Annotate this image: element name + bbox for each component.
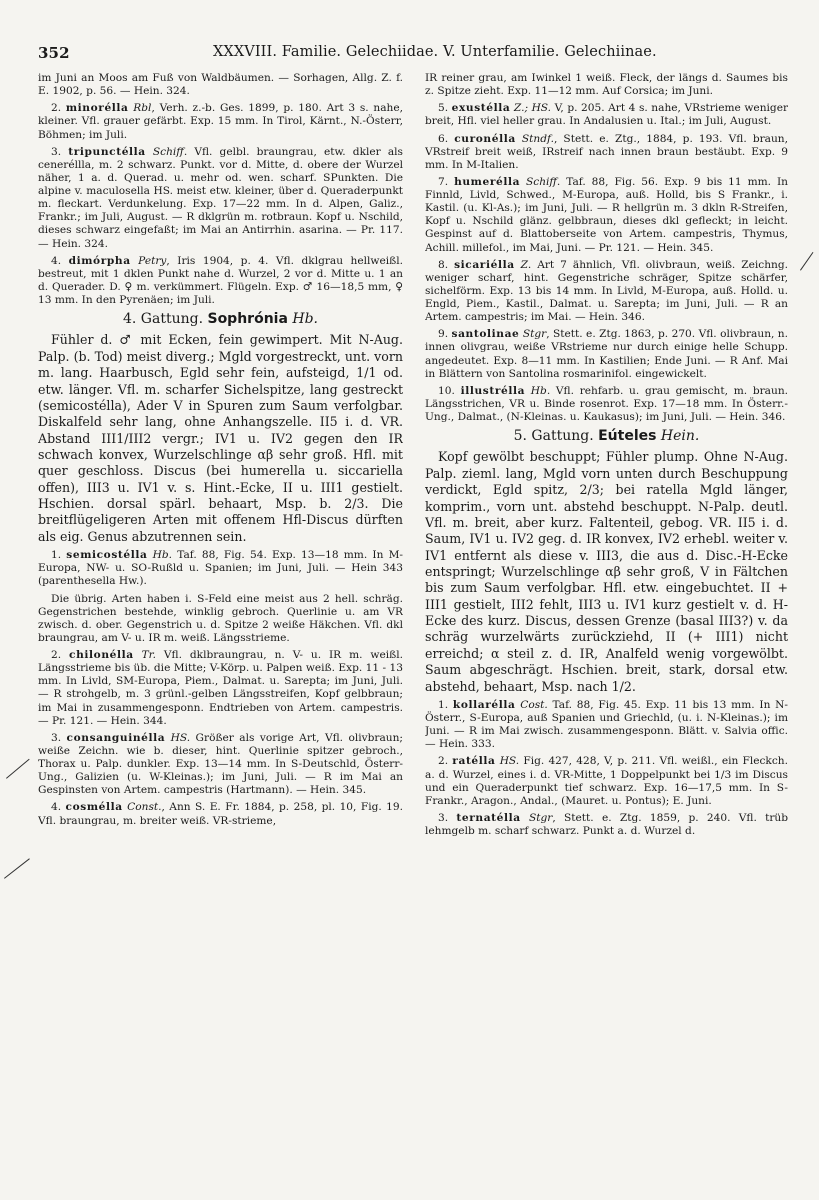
species-author: Const. xyxy=(127,801,162,814)
species-author: Tr. xyxy=(141,649,156,662)
species-text: Fig. 427, 428, V, p. 211. Vfl. weißl., ein Fleckch. a. d. Wurzel, eines i. d. VR-Mitte, 1 Doppelpunkt bei 1/3 im Discus und ein Queraderpunkt tief schwarz. Exp. 16—17,5 mm. In S-Frankr., Aragon., Andal., (Mauret. u. Pontus); E. Juni. xyxy=(425,755,788,807)
species-text: , Iris 1904, p. 4. Vfl. dklgrau hellweißl. bestreut, mit 1 dklen Punkt nahe d. Wurzel, 2 vor d. Mitte u. 1 an d. Querader. D. ♀ m. verkümmert. Flügeln. Exp. ♂ 16—18,5 mm, ♀ 13 mm. In den Pyrenäen; im Juli. xyxy=(38,254,403,306)
species-name: ternatélla xyxy=(456,811,521,824)
species-author: HS. xyxy=(170,731,191,744)
right-column xyxy=(425,72,788,1198)
species-number: 3. xyxy=(51,731,62,744)
species-number: 9. xyxy=(438,328,449,341)
paragraph: Die übrig. Arten haben i. S-Feld eine meist aus 2 hell. schräg. Gegenstrichen bestehde, winklig gebroch. Querlinie u. am VR zwisch. d. ober. Gegenstrich u. d. Spitze 2 weiße Häkchen. Vfl. dkl braungrau, am V- u. IR m. weiß. Längsstrieme. xyxy=(38,592,403,644)
page-number: 352 xyxy=(38,44,70,62)
species-text: , Ann S. E. Fr. 1884, p. 258, pl. 10, Fig. 19. Vfl. braungrau, m. breiter weiß. VR-strieme, xyxy=(38,801,403,827)
genus-name: Eúteles xyxy=(598,428,657,445)
species-number: 2. xyxy=(51,102,62,115)
species-name: humerélla xyxy=(454,175,521,188)
species-author: Z. xyxy=(520,258,532,271)
pencil-mark xyxy=(6,759,30,779)
genus-description: Kopf gewölbt beschuppt; Fühler plump. Ohne N-Aug. Palp. zieml. lang, Mgld vorn unten durch Beschuppung verdickt, Egld spitz, 2/3; bei ratella Mgld länger, komprim., vorn unt. abstehd beschuppt. N-Palp. deutl. Vfl. m. breit, aber kurz. Faltenteil, gebog. VR. II5 i. d. Saum, IV1 u. IV2 geg. d. IR konvex, IV2 erhebl. weiter v. IV1 entfernt als diese v. III3, die aus d. Disc.-H-Ecke entspringt; Wurzelschlinge αβ sehr groß, V in Fältchen bis zum Saum verfolgbar. Hfl. etw. eingebuchtet. II + III1 gestielt, III2 fehlt, III3 u. IV1 kurz gestielt v. d. H-Ecke des kurz. Discus, dessen Grenze (basal III3?) v. da schräg wurzelwärts zurückziehd, II (+ III1) nicht erreichd; α steil z. d. IR, Analfeld wenig vorgewölbt. Saum abgeschrägt. Hschien. breit, stark, dorsal etw. abstehd, behaart, Msp. nach 1/2. xyxy=(425,449,788,694)
species-name: dimórpha xyxy=(68,254,131,267)
genus-name: Sophrónia xyxy=(207,311,288,328)
species-number: 1. xyxy=(438,698,449,711)
genus-label: 5. Gattung. xyxy=(513,428,594,445)
species-name: consanguinélla xyxy=(66,731,166,744)
species-number: 2. xyxy=(438,755,449,768)
species-entry xyxy=(425,176,788,255)
species-name: santolinae xyxy=(451,328,520,341)
species-name: illustrélla xyxy=(460,384,526,397)
left-column xyxy=(38,72,403,1198)
running-title: XXXVIII. Familie. Gelechiidae. V. Unterfamilie. Gelechiinae. xyxy=(213,44,657,60)
species-number: 4. xyxy=(51,254,62,267)
genus-heading xyxy=(38,311,403,328)
species-number: 5. xyxy=(438,102,449,115)
species-text: , Stett. e. Ztg., 1884, p. 193. Vfl. braun, VRstreif breit weiß, IRstreif nach innen braun bestäubt. Exp. 9 mm. In M-Italien. xyxy=(425,132,788,171)
species-text: , Verh. z.-b. Ges. 1899, p. 180. Art 3 s. nahe, kleiner. Vfl. grauer gefärbt. Exp. 15 mm. In Tirol, Kärnt., N.-Österr, Böhmen; im Juli. xyxy=(38,102,403,141)
species-text: , Stett. e. Ztg. 1863, p. 270. Vfl. olivbraun, n. innen olivgrau, weiße VRstrieme nur durch einige helle Schupp. angedeutet. Exp. 8—11 mm. In Kastilien; Ende Juni. — R Anf. Mai in Blättern von Santolina rosmarinifol. eingewickelt. xyxy=(425,328,788,380)
species-text: Größer als vorige Art, Vfl. olivbraun; weiße Zeichn. wie b. dieser, hint. Querlinie spitzer gebroch., Thorax u. Palp. dunkler. Exp. 13—14 mm. In S-Deutschld, Österr-Ung., Galizien (u. W-Kleinas.); im Juni, Juli. — R im Mai an Gespinsten von Artem. campestris (Hartmann). — Hein. 345. xyxy=(38,731,403,797)
species-number: 3. xyxy=(51,145,62,158)
species-author: Hb. xyxy=(530,384,551,397)
species-author: Z.; HS. xyxy=(513,102,552,115)
species-entry xyxy=(425,328,788,381)
species-entry xyxy=(38,801,403,827)
species-name: minorélla xyxy=(65,102,129,115)
page-header xyxy=(38,44,798,68)
species-author: Cost. xyxy=(520,698,548,711)
paragraph: im Juni an Moos am Fuß von Waldbäumen. — Sorhagen, Allg. Z. f. E. 1902, p. 56. — Hein. 324. xyxy=(38,72,403,98)
species-number: 3. xyxy=(438,811,449,824)
species-name: chilonélla xyxy=(69,649,134,662)
species-name: kollarélla xyxy=(452,698,516,711)
species-author: HS. xyxy=(499,755,520,768)
species-name: curonélla xyxy=(454,132,516,145)
species-entry xyxy=(425,699,788,752)
species-entry xyxy=(425,755,788,808)
species-number: 10. xyxy=(438,384,455,397)
species-text: Taf. 88, Fig. 54. Exp. 13—18 mm. In M-Europa, NW- u. SO-Rußld u. Spanien; im Juni, Juli. — Hein 343 (parenthesella Hw.). xyxy=(38,549,403,588)
species-entry xyxy=(425,259,788,325)
species-entry xyxy=(38,732,403,798)
species-text: Vfl. rehfarb. u. grau gemischt, m. braun. Längsstrichen, VR u. Binde rosenrot. Exp. 17—18 mm. In Österr.-Ung., Dalmat., (N-Kleinas. u. Kaukasus); im Juni, Juli. — Hein. 346. xyxy=(425,384,788,423)
species-author: Rbl xyxy=(133,102,152,115)
species-author: Stndf. xyxy=(521,132,554,145)
species-name: exustélla xyxy=(451,102,511,115)
species-entry xyxy=(38,649,403,728)
species-entry xyxy=(425,133,788,172)
species-author: Stgr xyxy=(522,328,547,341)
pencil-mark xyxy=(4,858,30,879)
species-author: Schiff. xyxy=(526,175,561,188)
species-entry xyxy=(38,549,403,588)
species-name: sicariélla xyxy=(454,258,515,271)
species-text: Taf. 88, Fig. 56. Exp. 9 bis 11 mm. In Finnld, Livld, Schwed., M-Europa, auß. Holld, bis S Frankr., i. Kastil. (u. Kl-As.); im Juni, Juli. — R hellgrün m. 3 dkln R-Streifen, Kopf u. Nschild glänz. gelbbraun, dieses dkl gefleckt; in leicht. Gespinst auf d. Blattoberseite von Artem. campestris, Thymus, Achill. millefol., im Mai, Juni. — Pr. 121. — Hein. 345. xyxy=(425,175,788,254)
species-entry xyxy=(425,102,788,128)
species-name: cosmélla xyxy=(65,801,123,814)
species-author: Petry xyxy=(138,254,167,267)
genus-description: Fühler d. ♂ mit Ecken, fein gewimpert. Mit N-Aug. Palp. (b. Tod) meist diverg.; Mgld vorgestreckt, unt. vorn m. lang. Haarbusch, Egld sehr fein, aufsteigd, 1/1 od. etw. länger. Vfl. m. scharfer Sichelspitze, lang gestreckt (semicostélla), Ader V in Spuren zum Saum verfolgbar. Diskalfeld sehr lang, ohne Anhangszelle. II5 i. d. VR. Abstand III1/III2 vergr.; IV1 u. IV2 gegen den IR schwach konvex, Wurzelschlinge αβ sehr groß. Hfl. mit quer geschloss. Discus (bei humerella u. siccariella offen), III3 u. IV1 v. s. Hint.-Ecke, II u. III1 gestielt. Hschien. dorsal spärl. behaart, Msp. b. 2/3. Die breitflügeligeren Arten mit offenem Hfl-Discus dürften als eig. Genus abzutrennen sein. xyxy=(38,332,403,544)
species-text: Art 7 ähnlich, Vfl. olivbraun, weiß. Zeichng. weniger scharf, hint. Gegenstriche schräger, Spitze schärfer, sichelförm. Exp. 13 bis 14 mm. In Livld, M-Europa, auß. Holld. u. Engld, Piem., Kastil., Dalmat. u. Sarepta; im Juni, Juli. — R an Artem. campestris; im Mai. — Hein. 346. xyxy=(425,258,788,324)
species-name: ratélla xyxy=(452,755,496,768)
species-entry xyxy=(38,102,403,141)
species-text: V, p. 205. Art 4 s. nahe, VRstrieme weniger breit, Hfl. viel heller grau. In Andalusien u. Ital.; im Juli, August. xyxy=(425,102,788,128)
species-entry xyxy=(38,255,403,308)
genus-heading xyxy=(425,428,788,445)
species-name: semicostélla xyxy=(66,549,148,562)
genus-label: 4. Gattung. xyxy=(122,311,204,328)
species-entry xyxy=(425,385,788,424)
species-number: 4. xyxy=(51,801,62,814)
paragraph: IR reiner grau, am Iwinkel 1 weiß. Fleck, der längs d. Saumes bis z. Spitze zieht. Exp. 11—12 mm. Auf Corsica; im Juni. xyxy=(425,72,788,98)
pencil-mark xyxy=(800,252,814,271)
species-number: 7. xyxy=(438,175,449,188)
genus-author: Hein. xyxy=(660,428,700,445)
species-entry xyxy=(38,146,403,251)
species-number: 8. xyxy=(438,258,449,271)
species-number: 2. xyxy=(51,649,62,662)
species-text: Vfl. gelbl. braungrau, etw. dkler als ceneréllla, m. 2 schwarz. Punkt. vor d. Mitte, d. obere der Wurzel näher, 1 a. d. Querad. u. mehr od. wen. scharf. SPunkten. Die alpine v. maculosella HS. meist etw. kleiner, über d. Queraderpunkt m. fleckart. Verdunkelung. Exp. 17—22 mm. In d. Alpen, Galiz., Frankr.; im Juli, August. — R dklgrün m. rotbraun. Kopf u. Nschild, dieses schwarz eingefaßt; im Mai an Antirrhin. asarina. — Pr. 117. — Hein. 324. xyxy=(38,145,403,250)
species-number: 1. xyxy=(51,549,62,562)
species-text: Taf. 88, Fig. 45. Exp. 11 bis 13 mm. In N-Österr., S-Europa, auß Spanien und Griechld, (u. i. N-Kleinas.); im Juni. — R im Mai zwisch. zusammengesponn. Blätt. v. Salvia offic. — Hein. 333. xyxy=(425,698,788,751)
species-entry xyxy=(425,812,788,838)
species-number: 6. xyxy=(438,132,449,145)
species-name: tripunctélla xyxy=(68,145,146,158)
species-author: Schiff. xyxy=(152,145,188,158)
species-author: Hb. xyxy=(152,549,173,562)
species-text: , Stett. e. Ztg. 1859, p. 240. Vfl. trüb lehmgelb m. scharf schwarz. Punkt a. d. Wurzel d. xyxy=(425,811,788,837)
species-text: Vfl. dklbraungrau, n. V- u. IR m. weißl. Längsstrieme bis üb. die Mitte; V-Körp. u. Palpen weiß. Exp. 11 - 13 mm. In Livld, SM-Europa, Piem., Dalmat. u. Sarepta; im Juni, Juli. — R strohgelb, m. 3 grünl.-gelben Längsstreifen, Kopf gelbbraun; im Mai in zusammengesponn. Endtrieben von Artem. campestris. — Pr. 121. — Hein. 344. xyxy=(38,649,403,727)
genus-author: Hb. xyxy=(292,311,318,328)
species-author: Stgr xyxy=(529,811,553,824)
